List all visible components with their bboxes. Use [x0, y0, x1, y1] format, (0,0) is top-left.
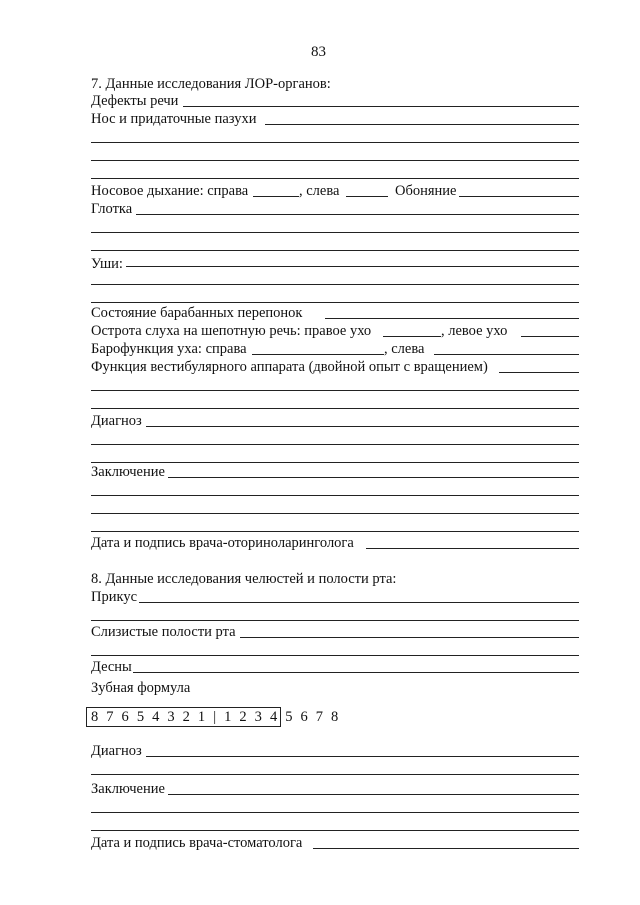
barofunction-left-label: , слева	[384, 341, 425, 357]
nasal-breathing-right-field[interactable]	[253, 196, 299, 197]
dental-formula-label: Зубная формула	[91, 680, 191, 696]
smell-label: Обоняние	[395, 183, 457, 199]
dental-formula-value: 8 7 6 5 4 3 2 1 | 1 2 3 4 5 6 7 8	[91, 709, 341, 725]
whisper-hearing-left-label: , левое ухо	[441, 323, 508, 339]
gums-field[interactable]	[133, 672, 579, 673]
bite-label: Прикус	[91, 589, 138, 605]
smell-field[interactable]	[459, 196, 579, 197]
nose-sinuses-line[interactable]	[91, 142, 579, 143]
vestibular-field[interactable]	[499, 372, 579, 373]
nose-sinuses-field[interactable]	[265, 124, 579, 125]
nasal-breathing-label: Носовое дыхание: справа	[91, 183, 249, 199]
nose-sinuses-line[interactable]	[91, 178, 579, 179]
mucosa-label: Слизистые полости рта	[91, 624, 236, 640]
dental-signature-label: Дата и подпись врача-стоматолога	[91, 835, 303, 851]
lor-signature-field[interactable]	[366, 548, 579, 549]
lor-conclusion-line[interactable]	[91, 513, 579, 514]
pharynx-line[interactable]	[91, 250, 579, 251]
nose-sinuses-line[interactable]	[91, 160, 579, 161]
whisper-hearing-label: Острота слуха на шепотную речь: правое ухо	[91, 323, 372, 339]
pharynx-line[interactable]	[91, 232, 579, 233]
vestibular-label: Функция вестибулярного аппарата (двойной опыт с вращением)	[91, 359, 488, 375]
gums-label: Десны	[91, 659, 132, 675]
speech-defects-label: Дефекты речи	[91, 93, 179, 109]
speech-defects-field[interactable]	[183, 106, 579, 107]
ears-line[interactable]	[91, 302, 579, 303]
whisper-hearing-right-field[interactable]	[383, 336, 441, 337]
lor-diagnosis-line[interactable]	[91, 444, 579, 445]
ears-label: Уши:	[91, 256, 123, 272]
dental-conclusion-label: Заключение	[91, 781, 165, 797]
lor-conclusion-line[interactable]	[91, 495, 579, 496]
lor-diagnosis-line[interactable]	[91, 462, 579, 463]
mucosa-field[interactable]	[240, 637, 579, 638]
lor-diagnosis-label: Диагноз	[91, 413, 142, 429]
bite-line[interactable]	[91, 620, 579, 621]
barofunction-right-field[interactable]	[252, 354, 384, 355]
lor-signature-label: Дата и подпись врача-оториноларинголога	[91, 535, 354, 551]
pharynx-field[interactable]	[136, 214, 579, 215]
nasal-breathing-left-field[interactable]	[346, 196, 388, 197]
eardrums-field[interactable]	[325, 318, 579, 319]
lor-conclusion-field[interactable]	[168, 477, 579, 478]
vestibular-line[interactable]	[91, 390, 579, 391]
eardrums-label: Состояние барабанных перепонок	[91, 305, 303, 321]
dental-conclusion-line[interactable]	[91, 830, 579, 831]
dental-formula-box	[86, 707, 341, 727]
lor-diagnosis-field[interactable]	[146, 426, 579, 427]
dental-conclusion-line[interactable]	[91, 812, 579, 813]
dental-heading: 8. Данные исследования челюстей и полости рта:	[91, 571, 397, 587]
lor-conclusion-label: Заключение	[91, 464, 165, 480]
dental-diagnosis-field[interactable]	[146, 756, 579, 757]
vestibular-line[interactable]	[91, 408, 579, 409]
lor-conclusion-line[interactable]	[91, 531, 579, 532]
dental-conclusion-field[interactable]	[168, 794, 579, 795]
page-number: 83	[311, 44, 326, 60]
nasal-breathing-left-label: , слева	[299, 183, 340, 199]
ears-field[interactable]	[126, 266, 579, 267]
nose-sinuses-label: Нос и придаточные пазухи	[91, 111, 257, 127]
mucosa-line[interactable]	[91, 655, 579, 656]
whisper-hearing-left-field[interactable]	[521, 336, 579, 337]
barofunction-label: Барофункция уха: справа	[91, 341, 247, 357]
dental-diagnosis-label: Диагноз	[91, 743, 142, 759]
bite-field[interactable]	[139, 602, 579, 603]
dental-diagnosis-line[interactable]	[91, 774, 579, 775]
barofunction-left-field[interactable]	[434, 354, 579, 355]
pharynx-label: Глотка	[91, 201, 133, 217]
lor-heading: 7. Данные исследования ЛОР-органов:	[91, 76, 331, 92]
dental-signature-field[interactable]	[313, 848, 579, 849]
ears-line[interactable]	[91, 284, 579, 285]
